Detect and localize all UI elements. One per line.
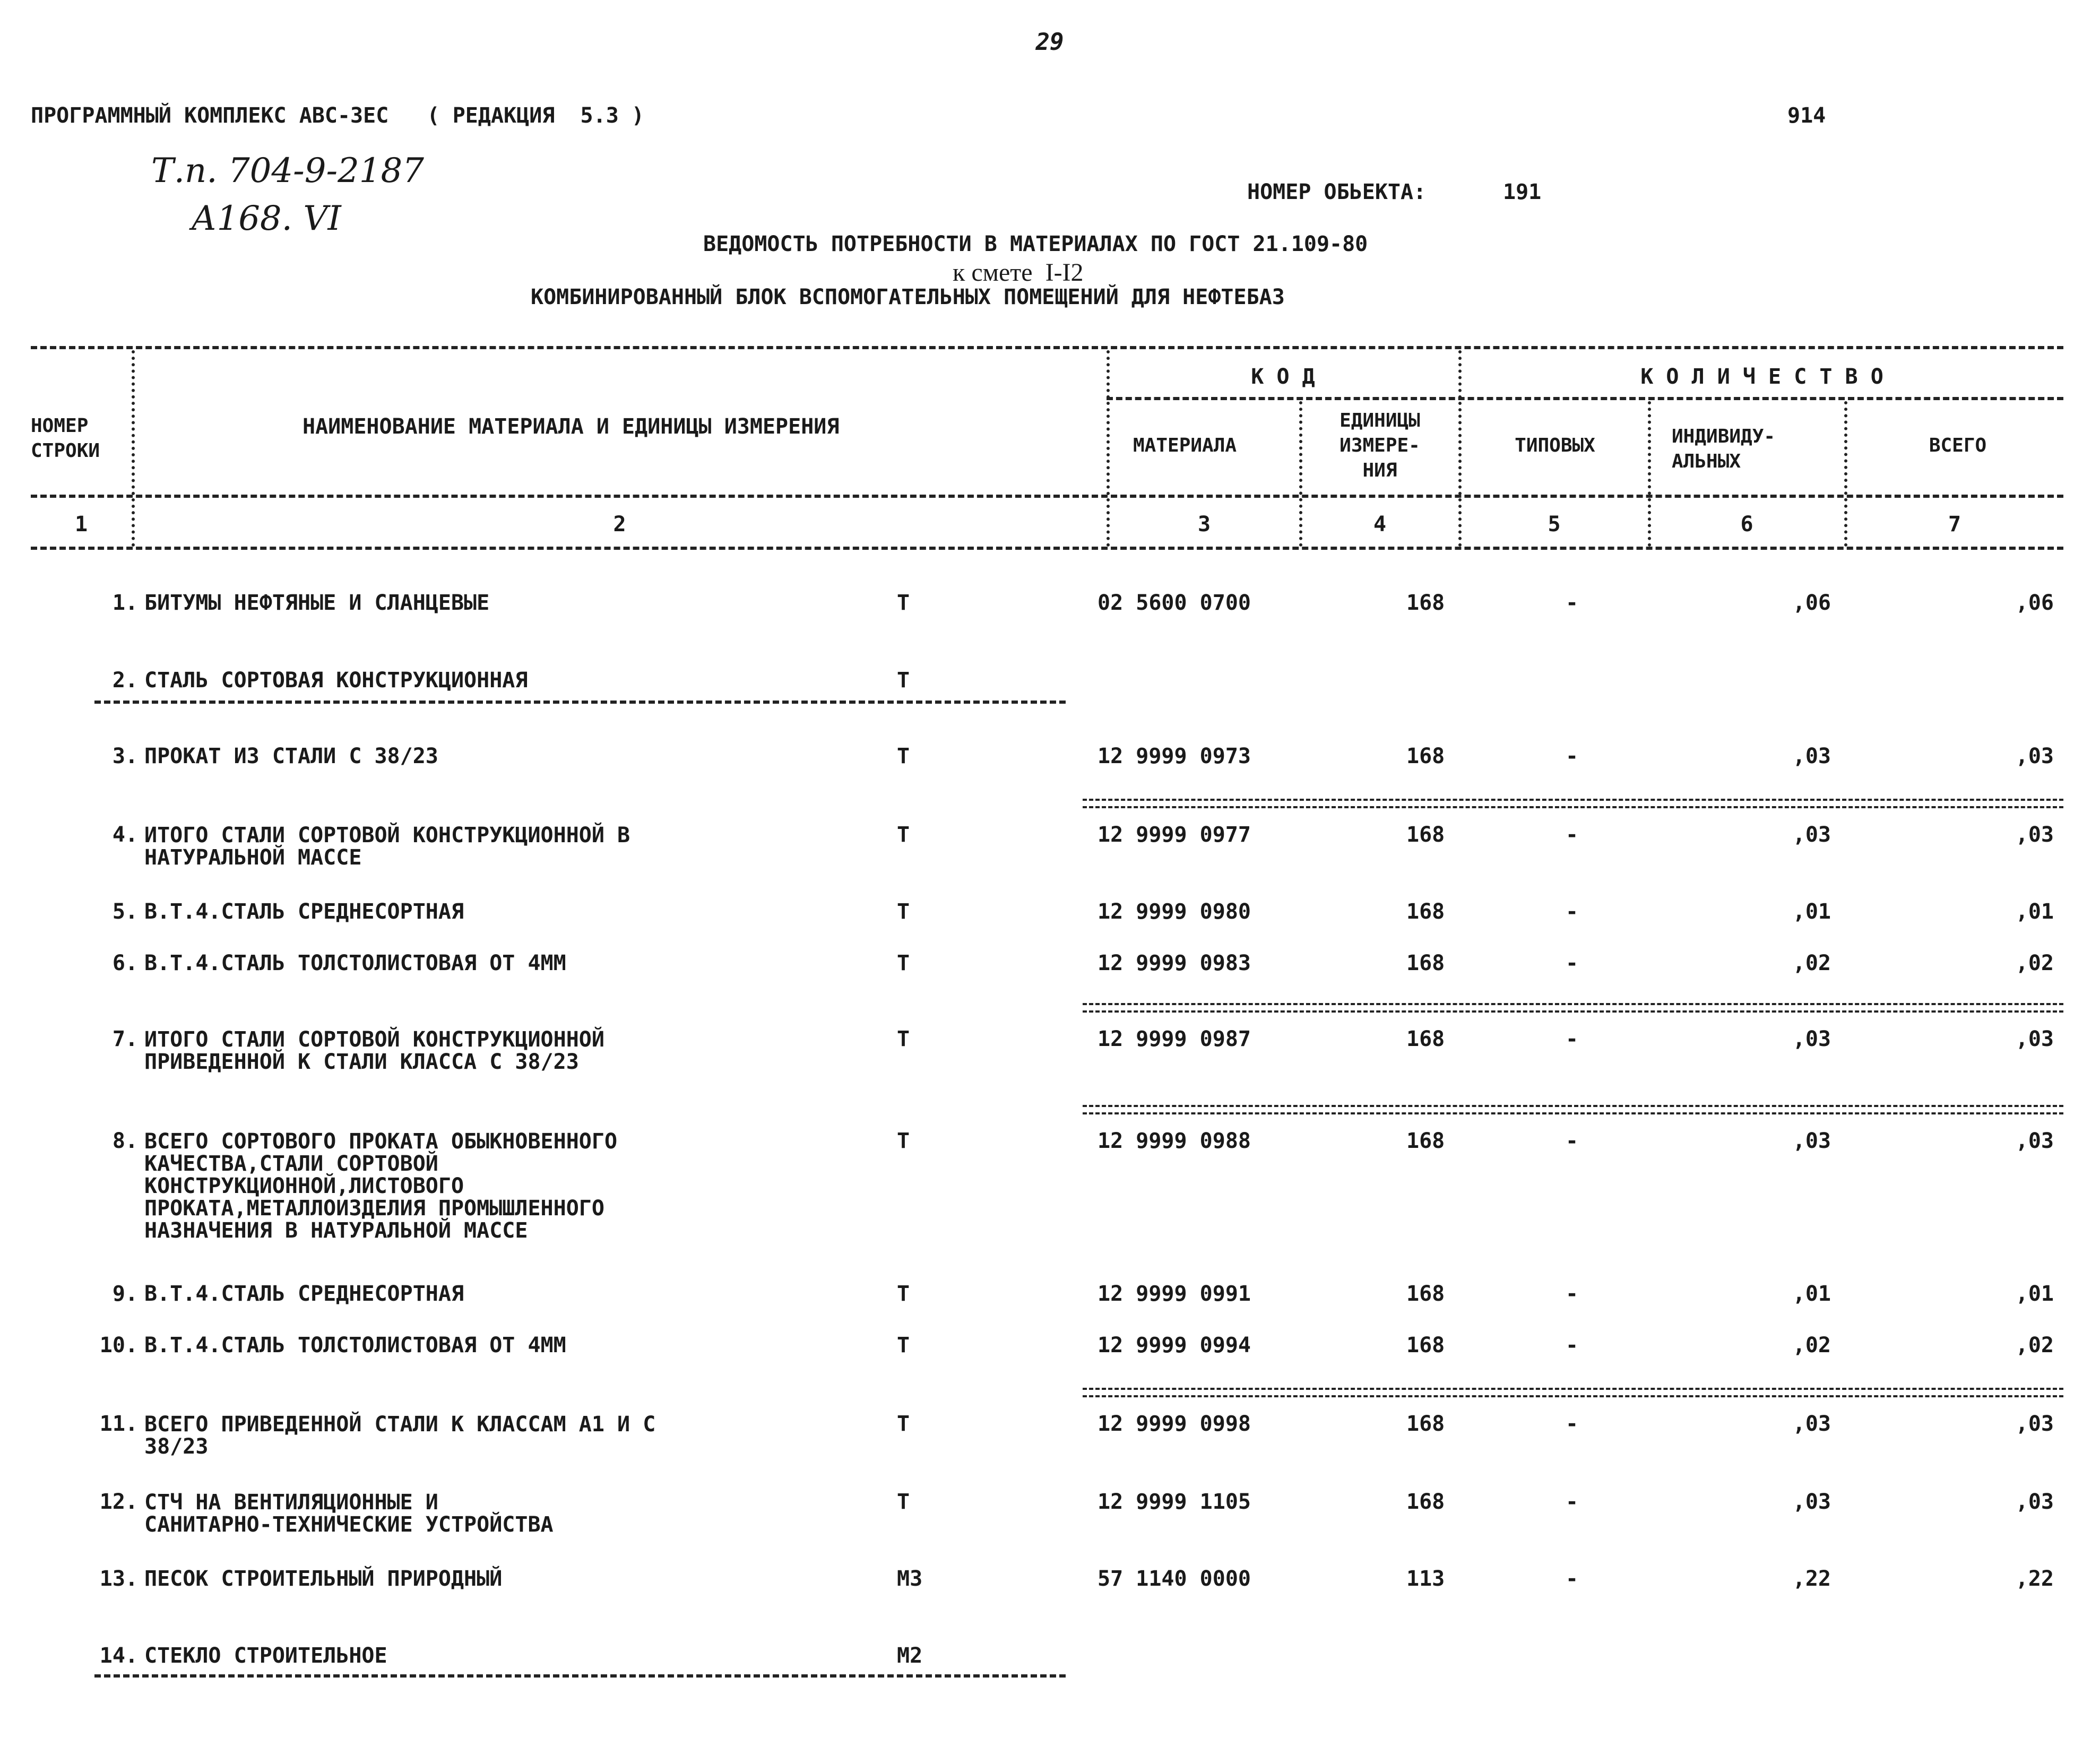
unit-code: 168 [1406, 951, 1445, 975]
unit: М2 [897, 1644, 923, 1668]
qty-total: ,03 [2015, 1490, 2054, 1514]
unit: Т [897, 1490, 910, 1514]
column-numbers-rule [31, 547, 2063, 550]
unit-code: 168 [1406, 1282, 1445, 1306]
col-qty-total: ВСЕГО [1929, 435, 1987, 456]
program-header: ПРОГРАММНЫЙ КОМПЛЕКС АВС-3ЕС ( РЕДАКЦИЯ 5.3 ) [31, 103, 644, 128]
col-qty-individual: ИНДИВИДУ- АЛЬНЫХ [1672, 426, 1776, 472]
row-divider [94, 701, 1066, 704]
material-name: В.Т.4.СТАЛЬ ТОЛСТОЛИСТОВАЯ ОТ 4ММ [144, 1333, 566, 1358]
row-number: 14. [99, 1644, 138, 1668]
unit-code: 168 [1406, 1027, 1445, 1051]
material-name: ИТОГО СТАЛИ СОРТОВОЙ КОНСТРУКЦИОННОЙ В НАТУРАЛЬНОЙ МАССЕ [144, 823, 630, 870]
qty-total: ,01 [2015, 900, 2054, 924]
material-code: 12 9999 0973 [1097, 744, 1251, 768]
unit: М3 [897, 1567, 923, 1591]
material-name: ПРОКАТ ИЗ СТАЛИ С 38/23 [144, 744, 438, 768]
col-code-unit: ЕДИНИЦЫ ИЗМЕРЕ- НИЯ [1339, 410, 1420, 481]
row-number: 6. [112, 951, 138, 975]
material-code: 12 9999 0988 [1097, 1129, 1251, 1153]
material-code: 12 9999 0980 [1097, 900, 1251, 924]
unit: Т [897, 900, 910, 924]
row-number: 12. [99, 1490, 138, 1514]
qty-individual: ,03 [1792, 744, 1831, 768]
col-quantity-group: К О Л И Ч Е С Т В О [1640, 365, 1883, 389]
qty-total: ,03 [2015, 1412, 2054, 1436]
qty-total: ,02 [2015, 1333, 2054, 1358]
qty-typical: - [1566, 900, 1579, 924]
qty-individual: ,03 [1792, 1412, 1831, 1436]
qty-individual: ,06 [1792, 591, 1831, 615]
unit-code: 168 [1406, 744, 1445, 768]
material-code: 12 9999 0983 [1097, 951, 1251, 975]
row-number: 2. [112, 668, 138, 693]
unit-code: 168 [1406, 823, 1445, 847]
unit: Т [897, 1027, 910, 1051]
unit: Т [897, 1412, 910, 1436]
qty-typical: - [1566, 1412, 1579, 1436]
col-number-3: 3 [1197, 512, 1211, 537]
sheet-number: 914 [1787, 103, 1826, 128]
qty-individual: ,02 [1792, 1333, 1831, 1358]
material-name: БИТУМЫ НЕФТЯНЫЕ И СЛАНЦЕВЫЕ [144, 591, 490, 615]
col-qty-typical: ТИПОВЫХ [1515, 435, 1595, 456]
unit-code: 168 [1406, 900, 1445, 924]
row-number: 5. [112, 900, 138, 924]
unit: Т [897, 951, 910, 975]
material-name: В.Т.4.СТАЛЬ СРЕДНЕСОРТНАЯ [144, 900, 464, 924]
row-number: 8. [112, 1129, 138, 1153]
material-code: 12 9999 0991 [1097, 1282, 1251, 1306]
object-number-label: НОМЕР ОБЬЕКТА: [1247, 180, 1427, 204]
table-top-rule [31, 346, 2063, 349]
document-title: ВЕДОМОСТЬ ПОТРЕБНОСТИ В МАТЕРИАЛАХ ПО ГОСТ 21.109-80 [703, 232, 1368, 256]
qty-total: ,03 [2015, 823, 2054, 847]
qty-typical: - [1566, 1027, 1579, 1051]
qty-typical: - [1566, 951, 1579, 975]
qty-individual: ,03 [1792, 1129, 1831, 1153]
col-number-4: 4 [1373, 512, 1387, 537]
group-header-rule [1107, 397, 2063, 400]
object-number-value: 191 [1503, 180, 1542, 204]
qty-individual: ,03 [1792, 1027, 1831, 1051]
unit: Т [897, 668, 910, 693]
material-code: 12 9999 0987 [1097, 1027, 1251, 1051]
subtotal-rule [1083, 799, 2063, 808]
qty-total: ,01 [2015, 1282, 2054, 1306]
qty-typical: - [1566, 823, 1579, 847]
unit: Т [897, 1333, 910, 1358]
col-material-name: НАИМЕНОВАНИЕ МАТЕРИАЛА И ЕДИНИЦЫ ИЗМЕРЕНИЯ [303, 414, 840, 439]
col-number-7: 7 [1948, 512, 1961, 537]
row-number: 9. [112, 1282, 138, 1306]
material-name: СТЕКЛО СТРОИТЕЛЬНОЕ [144, 1644, 387, 1668]
qty-individual: ,01 [1792, 1282, 1831, 1306]
material-code: 12 9999 1105 [1097, 1490, 1251, 1514]
col-number-5: 5 [1548, 512, 1561, 537]
qty-typical: - [1566, 1282, 1579, 1306]
qty-total: ,22 [2015, 1567, 2054, 1591]
material-name: В.Т.4.СТАЛЬ ТОЛСТОЛИСТОВАЯ ОТ 4ММ [144, 951, 566, 975]
qty-typical: - [1566, 1490, 1579, 1514]
unit-code: 168 [1406, 1129, 1445, 1153]
qty-total: ,03 [2015, 744, 2054, 768]
qty-typical: - [1566, 744, 1579, 768]
unit: Т [897, 823, 910, 847]
qty-typical: - [1566, 1129, 1579, 1153]
material-name: ВСЕГО СОРТОВОГО ПРОКАТА ОБЫКНОВЕННОГО КАЧЕСТВА,СТАЛИ СОРТОВОЙ КОНСТРУКЦИОННОЙ,ЛИСТОВОГО ПРОКАТА,МЕТАЛЛОИЗДЕЛИЯ ПРОМЫШЛЕННОГО НАЗНАЧЕНИЯ В НАТУРАЛЬНОЙ МАССЕ [144, 1129, 618, 1243]
unit: Т [897, 591, 910, 615]
material-code: 02 5600 0700 [1097, 591, 1251, 615]
unit: Т [897, 744, 910, 768]
object-name: КОМБИНИРОВАННЫЙ БЛОК ВСПОМОГАТЕЛЬНЫХ ПОМЕЩЕНИЙ ДЛЯ НЕФТЕБАЗ [531, 285, 1285, 309]
subtotal-rule [1083, 1003, 2063, 1013]
row-number: 4. [112, 823, 138, 847]
material-code: 12 9999 0977 [1097, 823, 1251, 847]
row-number: 3. [112, 744, 138, 768]
unit-code: 113 [1406, 1567, 1445, 1591]
material-name: ПЕСОК СТРОИТЕЛЬНЫЙ ПРИРОДНЫЙ [144, 1567, 503, 1591]
qty-total: ,03 [2015, 1129, 2054, 1153]
qty-individual: ,03 [1792, 823, 1831, 847]
qty-typical: - [1566, 591, 1579, 615]
qty-total: ,02 [2015, 951, 2054, 975]
unit-code: 168 [1406, 1490, 1445, 1514]
row-number: 11. [99, 1412, 138, 1436]
material-code: 12 9999 0994 [1097, 1333, 1251, 1358]
material-name: СТАЛЬ СОРТОВАЯ КОНСТРУКЦИОННАЯ [144, 668, 528, 693]
material-name: СТЧ НА ВЕНТИЛЯЦИОННЫЕ И САНИТАРНО-ТЕХНИЧЕСКИЕ УСТРОЙСТВА [144, 1490, 554, 1537]
qty-individual: ,01 [1792, 900, 1831, 924]
material-code: 12 9999 0998 [1097, 1412, 1251, 1436]
material-name: ИТОГО СТАЛИ СОРТОВОЙ КОНСТРУКЦИОННОЙ ПРИВЕДЕННОЙ К СТАЛИ КЛАССА С 38/23 [144, 1027, 604, 1074]
unit: Т [897, 1282, 910, 1306]
qty-individual: ,22 [1792, 1567, 1831, 1591]
handwritten-album-number: А168. VI [191, 199, 341, 238]
header-bottom-rule [31, 495, 2063, 498]
qty-total: ,03 [2015, 1027, 2054, 1051]
qty-typical: - [1566, 1567, 1579, 1591]
page-number: 29 [1035, 29, 1064, 56]
estimate-reference: к смете I-I2 [953, 258, 1084, 287]
handwritten-project-number: Т.п. 704-9-2187 [151, 151, 424, 191]
unit-code: 168 [1406, 1333, 1445, 1358]
row-number: 10. [99, 1333, 138, 1358]
col-number-6: 6 [1740, 512, 1753, 537]
row-divider [94, 1674, 1066, 1678]
unit-code: 168 [1406, 1412, 1445, 1436]
qty-total: ,06 [2015, 591, 2054, 615]
row-number: 1. [112, 591, 138, 615]
subtotal-rule [1083, 1388, 2063, 1397]
material-name: ВСЕГО ПРИВЕДЕННОЙ СТАЛИ К КЛАССАМ А1 И С 38/23 [144, 1412, 656, 1459]
subtotal-rule [1083, 1105, 2063, 1114]
qty-typical: - [1566, 1333, 1579, 1358]
col-row-number: НОМЕР СТРОКИ [31, 415, 100, 462]
row-number: 7. [112, 1027, 138, 1051]
unit-code: 168 [1406, 591, 1445, 615]
qty-individual: ,02 [1792, 951, 1831, 975]
unit: Т [897, 1129, 910, 1153]
material-name: В.Т.4.СТАЛЬ СРЕДНЕСОРТНАЯ [144, 1282, 464, 1306]
qty-individual: ,03 [1792, 1490, 1831, 1514]
col-number-2: 2 [613, 512, 626, 537]
col-number-1: 1 [74, 512, 88, 537]
row-number: 13. [99, 1567, 138, 1591]
material-code: 57 1140 0000 [1097, 1567, 1251, 1591]
col-code-material: МАТЕРИАЛА [1133, 435, 1237, 456]
col-codes-group: К О Д [1251, 365, 1315, 389]
